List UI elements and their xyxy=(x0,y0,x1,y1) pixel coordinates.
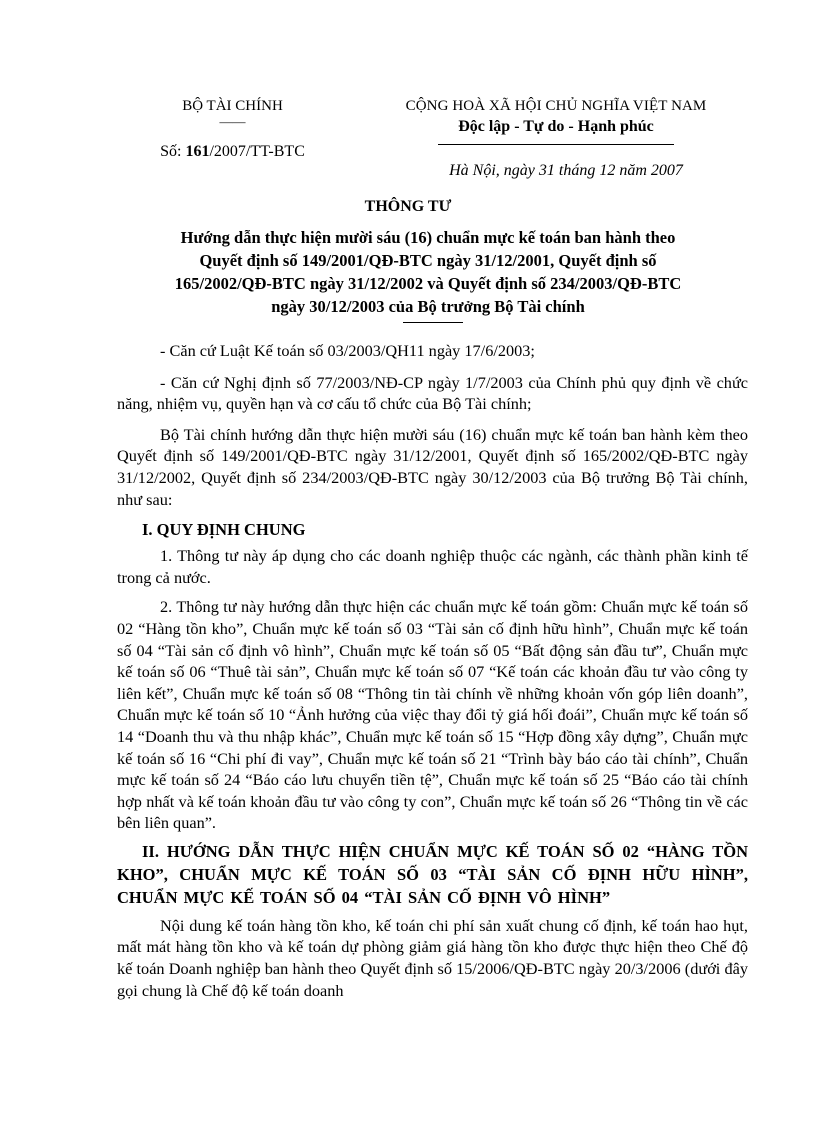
document-subject xyxy=(120,226,736,318)
document-number-bold: 161 xyxy=(185,143,210,160)
section-2-paragraph: Nội dung kế toán hàng tồn kho, kế toán chi phí sản xuất chung cố định, kế toán hao hụt, mất mát hàng tồn kho và kế toán dự phòng giảm giá hàng tồn kho được thực hiện theo Chế độ kế toán Doanh nghiệp ban hành theo Quyết định số 15/2006/QĐ-BTC ngày 20/3/2006 (dưới đây gọi chung là Chế độ kế toán doanh xyxy=(117,915,748,1000)
ministry-name: BỘ TÀI CHÍNH xyxy=(182,98,283,114)
section-2-heading: II. HƯỚNG DẪN THỰC HIỆN CHUẨN MỰC KẾ TOÁN SỐ 02 “HÀNG TỒN KHO”, CHUẨN MỰC KẾ TOÁN SỐ 03 “TÀI SẢN CỐ ĐỊNH HỮU HÌNH”, CHUẨN MỰC KẾ TOÁN SỐ 04 “TÀI SẢN CỐ ĐỊNH VÔ HÌNH” xyxy=(117,841,748,907)
document-number-suffix: /2007/TT-BTC xyxy=(209,143,305,160)
subject-divider xyxy=(403,322,463,323)
subject-line: Hướng dẫn thực hiện mười sáu (16) chuẩn mực kế toán ban hành theo xyxy=(180,228,676,247)
national-header-block xyxy=(376,96,736,182)
motto-underline xyxy=(438,144,674,145)
document-title: THÔNG TƯ xyxy=(364,198,452,215)
ministry-underline: —— xyxy=(219,114,246,129)
issuing-authority-block xyxy=(130,96,335,162)
section-1-item-2: 2. Thông tư này hướng dẫn thực hiện các chuẩn mực kế toán gồm: Chuẩn mực kế toán số 02 “Hàng tồn kho”, Chuẩn mực kế toán số 03 “Tài sản cố định hữu hình”, Chuẩn mực kế toán số 04 “Tài sản cố định vô hình”, Chuẩn mực kế toán số 05 “Bất động sản đầu tư”, Chuẩn mực kế toán số 06 “Thuê tài sản”, Chuẩn mực kế toán số 07 “Kế toán các khoản đầu tư vào công ty liên kết”, Chuẩn mực kế toán số 08 “Thông tin tài chính về những khoản vốn góp liên doanh”, Chuẩn mực kế toán số 10 “Ảnh hưởng của việc thay đổi tỷ giá hối đoái”, Chuẩn mực kế toán số 14 “Doanh thu và thu nhập khác”, Chuẩn mực kế toán số 15 “Hợp đồng xây dựng”, Chuẩn mực kế toán số 16 “Chi phí đi vay”, Chuẩn mực kế toán số 21 “Trình bày báo cáo tài chính”, Chuẩn mực kế toán số 24 “Báo cáo lưu chuyển tiền tệ”, Chuẩn mực kế toán số 25 “Báo cáo tài chính hợp nhất và kế toán khoản đầu tư vào công ty con”, Chuẩn mực kế toán số 26 “Thông tin về các bên liên quan”. xyxy=(117,597,748,833)
subject-line: 165/2002/QĐ-BTC ngày 31/12/2002 và Quyết định số 234/2003/QĐ-BTC xyxy=(174,274,682,293)
document-number xyxy=(130,142,335,162)
legal-basis-1: - Căn cứ Luật Kế toán số 03/2003/QH11 ngày 17/6/2003; xyxy=(160,341,535,360)
nation-name: CỘNG HOÀ XÃ HỘI CHỦ NGHĨA VIỆT NAM xyxy=(405,98,707,114)
section-1-item-1: 1. Thông tư này áp dụng cho các doanh nghiệp thuộc các ngành, các thành phần kinh tế trong cả nước. xyxy=(117,546,748,587)
national-motto: Độc lập - Tự do - Hạnh phúc xyxy=(458,118,654,135)
subject-line: Quyết định số 149/2001/QĐ-BTC ngày 31/12/2001, Quyết định số xyxy=(199,251,657,270)
document-body xyxy=(117,340,748,1001)
section-1-heading: I. QUY ĐỊNH CHUNG xyxy=(142,520,306,540)
subject-line: ngày 30/12/2003 của Bộ trưởng Bộ Tài chính xyxy=(271,297,585,316)
issue-date: Hà Nội, ngày 31 tháng 12 năm 2007 xyxy=(449,162,683,179)
legal-basis-2: - Căn cứ Nghị định số 77/2003/NĐ-CP ngày 1/7/2003 của Chính phủ quy định về chức năng, nhiệm vụ, quyền hạn và cơ cấu tổ chức của Bộ Tài chính; xyxy=(117,372,748,414)
document-number-prefix: Số: xyxy=(160,143,186,160)
intro-paragraph: Bộ Tài chính hướng dẫn thực hiện mười sáu (16) chuẩn mực kế toán ban hành kèm theo Quyết định số 149/2001/QĐ-BTC ngày 31/12/2001, Quyết định số 165/2002/QĐ-BTC ngày 31/12/2002, Quyết định số 234/2003/QĐ-BTC ngày 30/12/2003 của Bộ trưởng Bộ Tài chính, như sau: xyxy=(117,424,748,509)
